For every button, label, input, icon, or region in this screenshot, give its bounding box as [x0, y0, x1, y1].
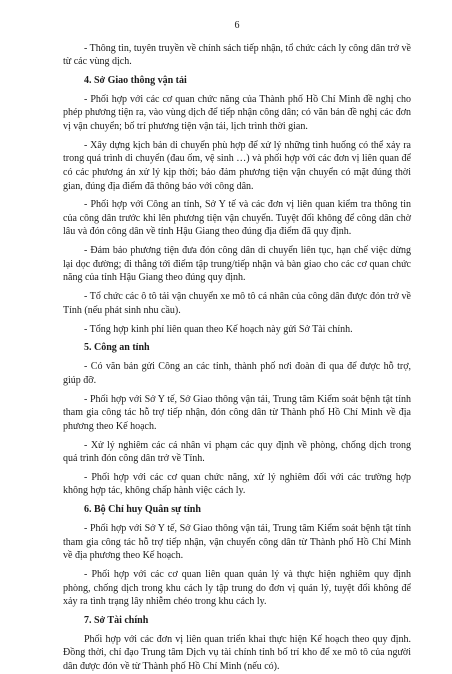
document-body	[63, 42, 411, 674]
paragraph: - Đảm bảo phương tiện đưa đón công dân di chuyển liên tục, hạn chế việc dừng lại dọc đường; đi thẳng tới điểm tập trung/tiếp nhận và bàn giao cho các cơ quan chức năng của tỉnh Hậu Giang theo đúng quy định.	[63, 245, 411, 284]
section-heading: 4. Sở Giao thông vận tải	[84, 74, 187, 86]
section-heading: 5. Công an tỉnh	[84, 342, 150, 354]
paragraph: - Phối hợp với các cơ quan liên quan quản lý và thực hiện nghiêm quy định phòng, chống dịch trong khu cách ly tập trung do đơn vị quản lý, tuyệt đối không để xảy ra tình trạng lây nhiễm chéo trong khu cách ly.	[63, 569, 411, 608]
paragraph: - Phối hợp với Công an tỉnh, Sở Y tế và các đơn vị liên quan kiểm tra thông tin của công dân trước khi lên phương tiện vận chuyển. Tuyệt đối không để công dân chờ lâu và đón công dân về tỉnh Hậu Giang theo đúng địa điểm đã quy định.	[63, 199, 411, 238]
paragraph: - Phối hợp với Sở Y tế, Sở Giao thông vận tải, Trung tâm Kiểm soát bệnh tật tỉnh tham gia công tác hỗ trợ tiếp nhận, vận chuyển công dân từ Thành phố Hồ Chí Minh về địa phương theo Kế hoạch.	[63, 523, 411, 562]
paragraph: - Xây dựng kịch bản di chuyển phù hợp để xử lý những tình huống có thể xảy ra trong quá trình di chuyển (đau ốm, vệ sinh …) và phối hợp với các đơn vị liên quan để có các phương án xử lý kịp thời; bảo đảm phương tiện vận chuyển có mặt đúng thời gian, đúng địa điểm đã thông báo với công dân.	[63, 139, 411, 192]
paragraph: - Phối hợp với các cơ quan chức năng, xử lý nghiêm đối với các trường hợp không hợp tác, không chấp hành việc cách ly.	[63, 471, 411, 497]
paragraph: - Phối hợp với các cơ quan chức năng của Thành phố Hồ Chí Minh đề nghị cho phép phương tiện ra, vào vùng dịch để tiếp nhận công dân; có văn bản đề nghị các đơn vị vận chuyển; bố trí phương tiện vận tải, lịch trình thời gian.	[63, 93, 411, 132]
paragraph: - Phối hợp với Sở Y tế, Sở Giao thông vận tải, Trung tâm Kiểm soát bệnh tật tỉnh tham gia công tác hỗ trợ tiếp nhận, đón công dân từ Thành phố Hồ Chí Minh về địa phương theo Kế hoạch.	[63, 393, 411, 432]
paragraph: - Tổ chức các ô tô tải vận chuyển xe mô tô cá nhân của công dân được đón trở về Tỉnh (nếu phát sinh nhu cầu).	[63, 291, 411, 316]
paragraph: - Có văn bản gửi Công an các tỉnh, thành phố nơi đoàn đi qua để được hỗ trợ, giúp đỡ.	[63, 361, 411, 386]
paragraph: - Tổng hợp kinh phí liên quan theo Kế hoạch này gửi Sở Tài chính.	[84, 323, 353, 335]
page-number: 6	[234, 20, 240, 31]
paragraph: Phối hợp với các đơn vị liên quan triển khai thực hiện Kế hoạch theo quy định. Đồng thời, chỉ đạo Trung tâm Dịch vụ tài chính tỉnh bố trí kho để xe mô tô của người dân được đón về từ Thành phố Hồ Chí Minh (nếu có).	[63, 633, 411, 672]
paragraph: - Thông tin, tuyên truyền về chính sách tiếp nhận, tổ chức cách ly công dân trở về từ các vùng dịch.	[63, 42, 411, 68]
paragraph: - Xử lý nghiêm các cá nhân vi phạm các quy định về phòng, chống dịch trong quá trình đón công dân trở về Tỉnh.	[63, 439, 411, 465]
section-heading: 6. Bộ Chỉ huy Quân sự tỉnh	[84, 504, 201, 516]
section-heading: 7. Sở Tài chính	[84, 614, 149, 626]
